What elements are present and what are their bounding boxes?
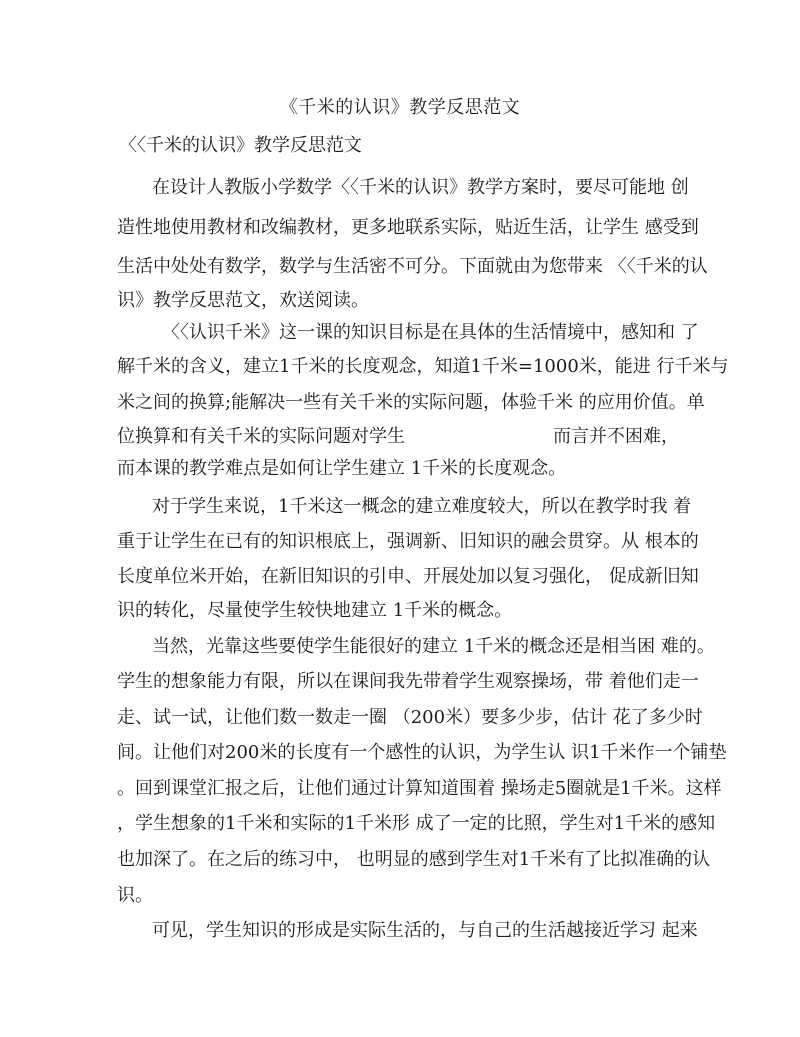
paragraph-2-line-5: 而本课的教学难点是如何让学生建立 1千米的长度观念。 <box>117 458 567 479</box>
paragraph-4-line-7: 也加深了。在之后的练习中， 也明显的感到学生对1千米有了比拟准确的认 <box>117 849 711 870</box>
paragraph-2-line-4-left: 位换算和有关千米的实际问题对学生 <box>117 426 405 447</box>
paragraph-1-line-2: 造性地使用教材和改编教材，更多地联系实际，贴近生活，让学生 感受到 <box>117 217 699 238</box>
paragraph-1-line-1: 在设计人教版小学数学〈〈千米的认识》教学方案时，要尽可能地 创 <box>152 177 689 198</box>
paragraph-3-line-1: 对于学生来说，1千米这一概念的建立难度较大，所以在教学时我 着 <box>152 496 692 517</box>
paragraph-5-line-1: 可见，学生知识的形成是实际生活的，与自己的生活越接近学习 起来 <box>152 920 698 941</box>
paragraph-3-line-2: 重于让学生在已有的知识根底上，强调新、旧知识的融会贯穿。从 根本的 <box>117 531 699 552</box>
paragraph-3-line-4: 识的转化，尽量使学生较快地建立 1千米的概念。 <box>117 600 513 621</box>
paragraph-2-line-4 <box>117 423 679 451</box>
paragraph-4-line-2: 学生的想象能力有限，所以在课间我先带着学生观察操场，带 着他们走一 <box>117 671 699 692</box>
subtitle-line: 〈〈千米的认识》教学反思范文 <box>119 135 362 156</box>
document-title: 《千米的认识》教学反思范文 <box>279 97 521 118</box>
paragraph-1-line-3: 生活中处处有数学，数学与生活密不可分。下面就由为您带来 〈〈千米的认 <box>117 256 708 277</box>
paragraph-4-line-8: 识。 <box>117 885 153 906</box>
paragraph-2-line-4-right: 而言并不困难， <box>553 426 679 447</box>
paragraph-3-line-3: 长度单位米开始，在新旧知识的引申、开展处加以复习强化， 促成新旧知 <box>117 566 699 587</box>
paragraph-4-line-4: 间。让他们对200米的长度有一个感性的认识，为学生认 识1千米作一个铺垫 <box>117 742 727 763</box>
paragraph-4-line-6: ，学生想象的1千米和实际的1千米形 成了一定的比照，学生对1千米的感知 <box>117 813 716 834</box>
paragraph-2-line-1: 〈〈认识千米》这一课的知识目标是在具体的生活情境中，感知和 了 <box>162 322 699 343</box>
paragraph-2-line-2: 解千米的含义，建立1千米的长度观念，知道1千米=1000米，能进 行千米与 <box>117 356 729 377</box>
paragraph-4-line-5: 。回到课堂汇报之后，让他们通过计算知道围着 操场走5圈就是1千米。这样 <box>117 778 722 799</box>
paragraph-4-line-3: 走、试一试，让他们数一数走一圈 （200米）要多少步，估计 花了多少时 <box>117 707 703 728</box>
paragraph-4-line-1: 当然，光靠这些要使学生能很好的建立 1千米的概念还是相当困 难的。 <box>152 636 715 657</box>
paragraph-1-line-4: 识》教学反思范文，欢送阅读。 <box>117 290 369 311</box>
paragraph-2-line-3: 米之间的换算;能解决一些有关千米的实际问题，体验千米 的应用价值。单 <box>117 392 705 413</box>
